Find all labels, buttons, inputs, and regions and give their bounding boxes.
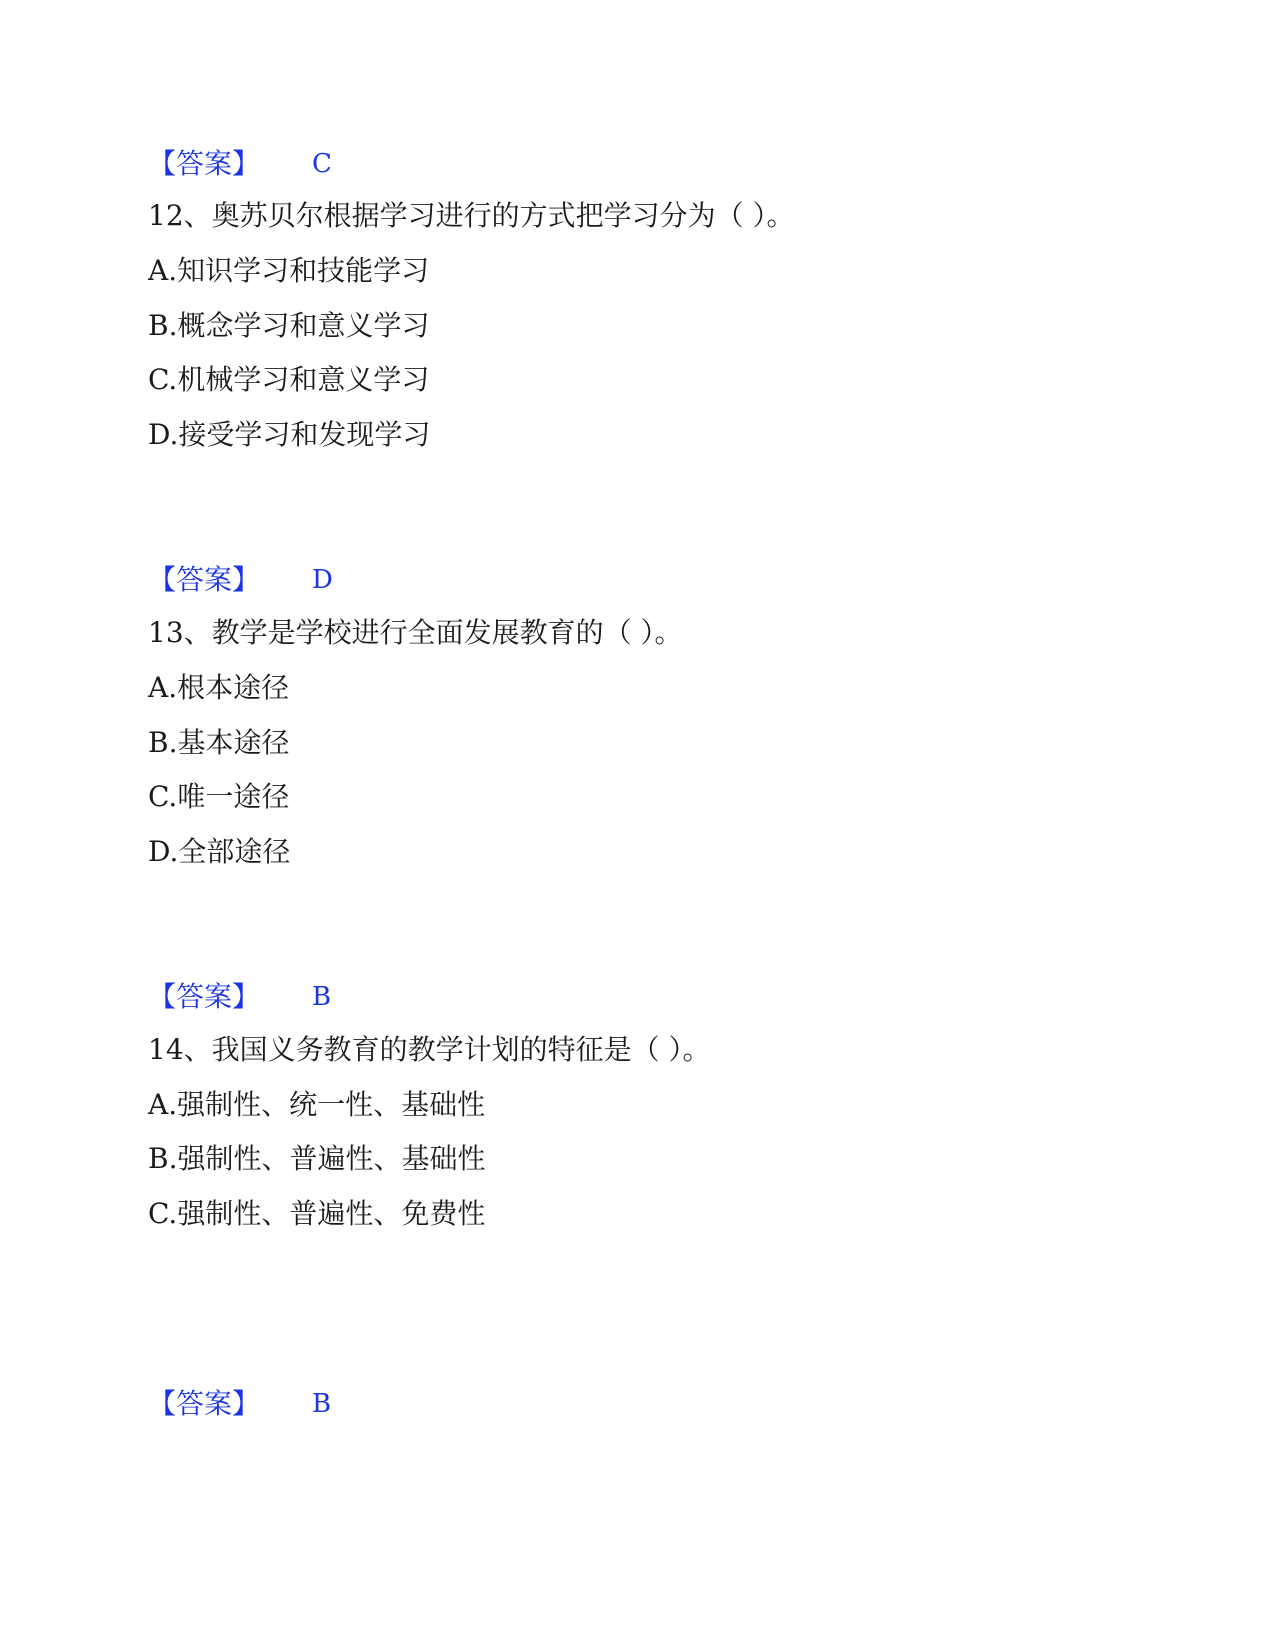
answer-label: 【答案】 bbox=[148, 1387, 261, 1420]
answer-line bbox=[148, 562, 333, 598]
answer-label: 【答案】 bbox=[148, 980, 261, 1013]
option-12-b: B.概念学习和意义学习 bbox=[148, 309, 430, 342]
question-13: 13、教学是学校进行全面发展教育的（ ）。 bbox=[148, 616, 683, 649]
answer-value: B bbox=[312, 1389, 332, 1419]
answer-line bbox=[148, 146, 332, 182]
answer-label: 【答案】 bbox=[148, 147, 261, 180]
option-13-d: D.全部途径 bbox=[148, 835, 291, 868]
option-12-a: A.知识学习和技能学习 bbox=[148, 254, 430, 287]
answer-value: D bbox=[312, 565, 333, 595]
answer-line bbox=[148, 1386, 331, 1422]
question-14: 14、我国义务教育的教学计划的特征是（ ）。 bbox=[148, 1033, 711, 1066]
option-14-a: A.强制性、统一性、基础性 bbox=[148, 1088, 486, 1121]
answer-value: B bbox=[312, 982, 332, 1012]
answer-label: 【答案】 bbox=[148, 563, 261, 596]
option-12-c: C.机械学习和意义学习 bbox=[148, 363, 430, 396]
option-14-c: C.强制性、普遍性、免费性 bbox=[148, 1197, 486, 1230]
option-13-a: A.根本途径 bbox=[148, 671, 290, 704]
option-13-c: C.唯一途径 bbox=[148, 780, 290, 813]
option-14-b: B.强制性、普遍性、基础性 bbox=[148, 1142, 486, 1175]
option-13-b: B.基本途径 bbox=[148, 726, 290, 759]
answer-value: C bbox=[312, 149, 332, 179]
question-12: 12、奥苏贝尔根据学习进行的方式把学习分为（ ）。 bbox=[148, 199, 795, 232]
option-12-d: D.接受学习和发现学习 bbox=[148, 418, 431, 451]
answer-line bbox=[148, 979, 331, 1015]
